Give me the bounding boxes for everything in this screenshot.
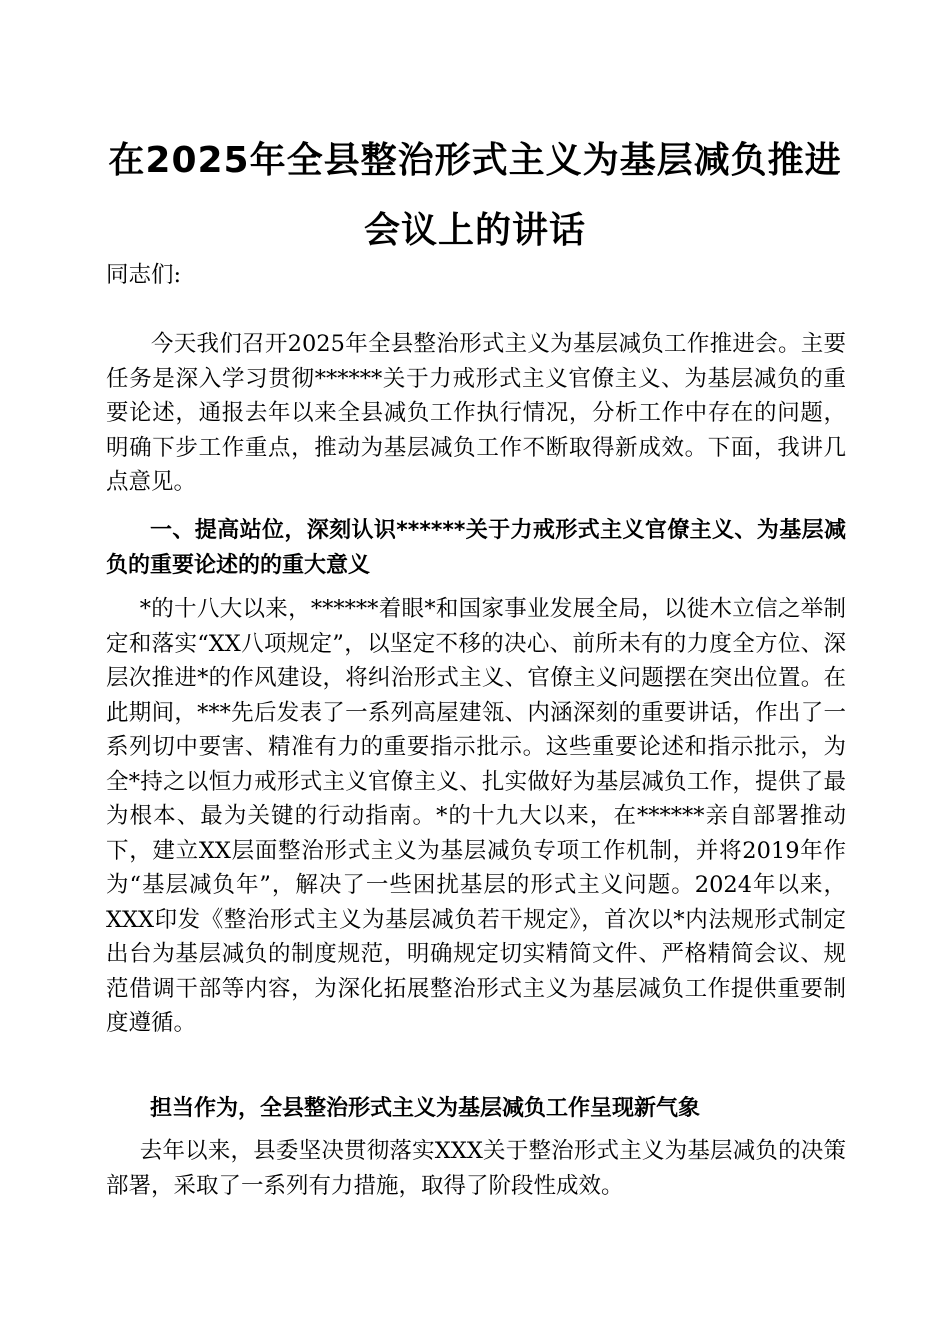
paragraph-section-2: 去年以来，县委坚决贯彻落实XXX关于整治形式主义为基层减负的决策部署，采取了一系列有力措施，取得了阶段性成效。 <box>106 1138 846 1199</box>
salutation: 同志们: <box>106 262 182 288</box>
paragraph-section-1: *的十八大以来，******着眼*和国家事业发展全局，以徙木立信之举制定和落实“XX八项规定”，以坚定不移的决心、前所未有的力度全方位、深层次推进*的作风建设，将纠治形式主义、官僚主义问题摆在突出位置。在此期间，***先后发表了一系列高屋建瓴、内涵深刻的重要讲话，作出了一系列切中要害、精准有力的重要指示批示。这些重要论述和指示批示，为全*持之以恒力戒形式主义官僚主义、扎实做好为基层减负工作，提供了最为根本、最为关键的行动指南。*的十九大以来，在******亲自部署推动下，建立XX层面整治形式主义为基层减负专项工作机制，并将2019年作为“基层减负年”，解决了一些困扰基层的形式主义问题。2024年以来，XXX印发《整治形式主义为基层减负若干规定》，首次以*内法规形式制定出台为基层减负的制度规范，明确规定切实精简文件、严格精简会议、规范借调干部等内容，为深化拓展整治形式主义为基层减负工作提供重要制度遵循。 <box>106 596 846 1036</box>
section-heading-1: 一、提高站位，深刻认识******关于力戒形式主义官僚主义、为基层减负的重要论述的的重大意义 <box>106 518 846 578</box>
document-title: 在2025年全县整治形式主义为基层减负推进会议上的讲话 <box>108 140 842 251</box>
section-heading-2: 担当作为，全县整治形式主义为基层减负工作呈现新气象 <box>150 1096 701 1121</box>
paragraph-intro: 今天我们召开2025年全县整治形式主义为基层减负工作推进会。主要任务是深入学习贯彻******关于力戒形式主义官僚主义、为基层减负的重要论述，通报去年以来全县减负工作执行情况，分析工作中存在的问题，明确下步工作重点，推动为基层减负工作不断取得新成效。下面，我讲几点意见。 <box>106 331 846 495</box>
